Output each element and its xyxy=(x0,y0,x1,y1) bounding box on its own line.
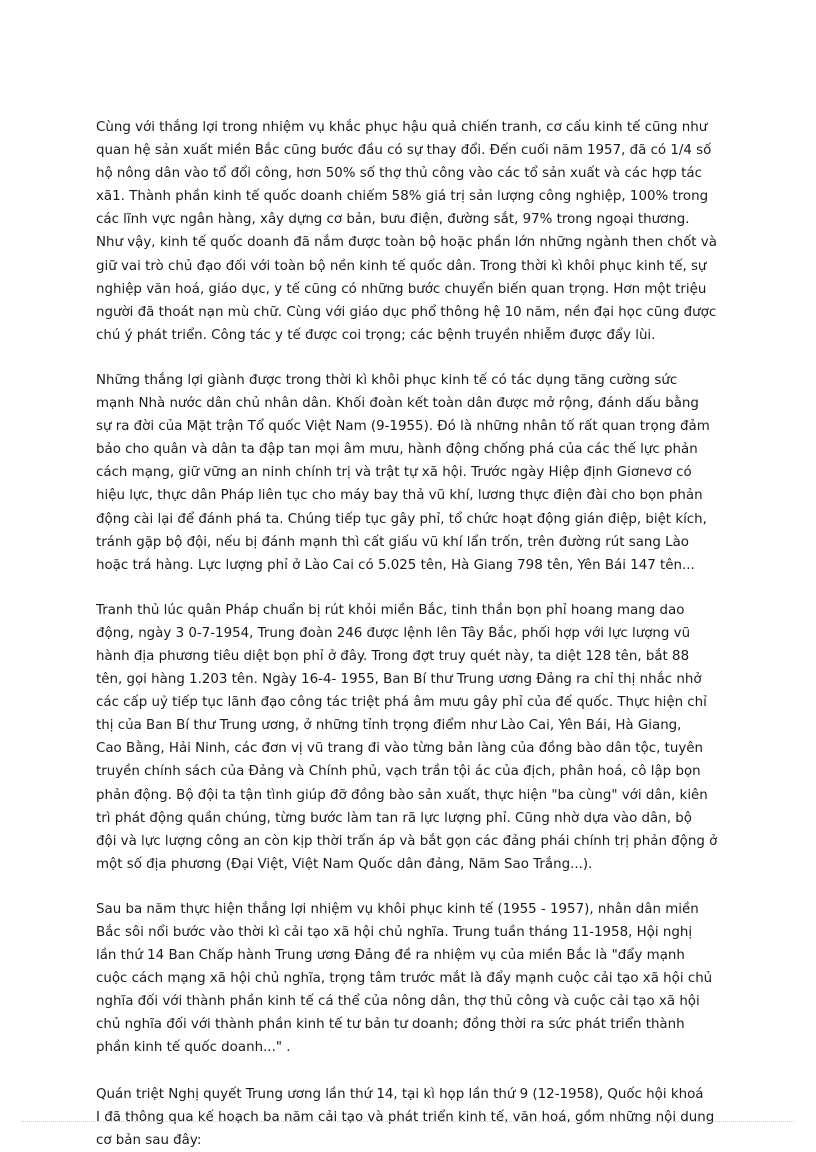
paragraph-socialist-transformation: Sau ba năm thực hiện thắng lợi nhiệm vụ khôi phục kinh tế (1955 - 1957), nhân dân miền Bắc sôi nổi bước vào thời kì cải tạo xã hội chủ nghĩa. Trung tuần tháng 11-1958, Hội nghị lần thứ 14 Ban Chấp hành Trung ương Đảng đề ra nhiệm vụ của miền Bắc là "đẩy mạnh cuộc cách mạng xã hội chủ nghĩa, trọng tâm trước mắt là đẩy mạnh cuộc cải tạo xã hội chủ nghĩa đối với thành phần kinh tế cá thể của nông dân, thợ thủ công và cuộc cải tạo xã hội chủ nghĩa đối với thành phần kinh tế tư bản tư doanh; đồng thời ra sức phát triển thành phần kinh tế quốc doanh..." . xyxy=(96,901,713,1056)
paragraph-economic-recovery: Cùng với thắng lợi trong nhiệm vụ khắc phục hậu quả chiến tranh, cơ cấu kinh tế cũng như quan hệ sản xuất miền Bắc cũng bước đầu có sự thay đổi. Đến cuối năm 1957, đã có 1/4 số hộ nông dân vào tổ đổi công, hơn 50% số thợ thủ công vào các tổ sản xuất và các hợp tác xã1. Thành phần kinh tế quốc doanh chiếm 58% giá trị sản lượng công nghiệp, 100% trong các lĩnh vực ngân hàng, xây dựng cơ bản, bưu điện, đường sắt, 97% trong ngoại thương. Như vậy, kinh tế quốc doanh đã nắm được toàn bộ hoặc phần lớn những ngành then chốt và giữ vai trò chủ đạo đối với toàn bộ nền kinh tế quốc dân. Trong thời kì khôi phục kinh tế, sự nghiệp văn hoá, giáo dục, y tế cũng có những bước chuyển biến quan trọng. Hơn một triệu người đã thoát nạn mù chữ. Cùng với giáo dục phổ thông hệ 10 năm, nền đại học cũng được chú ý phát triển. Công tác y tế được coi trọng; các bệnh truyền nhiễm được đẩy lùi. xyxy=(96,120,717,343)
page-bottom-divider xyxy=(22,1121,794,1122)
paragraph-three-year-plan: Quán triệt Nghị quyết Trung ương lần thứ 14, tại kì họp lần thứ 9 (12-1958), Quốc hội khoá I đã thông qua kế hoạch ba năm cải tạo và phát triển kinh tế, văn hoá, gồm những nội dung cơ bản sau đây: xyxy=(96,1086,715,1148)
paragraph-state-strengthening: Những thắng lợi giành được trong thời kì khôi phục kinh tế có tác dụng tăng cường sức mạnh Nhà nước dân chủ nhân dân. Khối đoàn kết toàn dân được mở rộng, đánh dấu bằng sự ra đời của Mặt trận Tổ quốc Việt Nam (9-1955). Đó là những nhân tố rất quan trọng đảm bảo cho quân và dân ta đập tan mọi âm mưu, hành động chống phá của các thế lực phản cách mạng, giữ vững an ninh chính trị và trật tự xã hội. Trước ngày Hiệp định Giơnevơ có hiệu lực, thực dân Pháp liên tục cho máy bay thả vũ khí, lương thực điện đài cho bọn phản động cài lại để đánh phá ta. Chúng tiếp tục gây phỉ, tổ chức hoạt động gián điệp, biệt kích, tránh gặp bộ đội, nếu bị đánh mạnh thì cất giấu vũ khí lẩn trốn, trên đường rút sang Lào hoặc trá hàng. Lực lượng phỉ ở Lào Cai có 5.025 tên, Hà Giang 798 tên, Yên Bái 147 tên... xyxy=(96,372,710,573)
paragraph-bandit-suppression: Tranh thủ lúc quân Pháp chuẩn bị rút khỏi miền Bắc, tinh thần bọn phỉ hoang mang dao động, ngày 3 0-7-1954, Trung đoàn 246 được lệnh lên Tây Bắc, phối hợp với lực lượng vũ hành địa phương tiêu diệt bọn phỉ ở đây. Trong đợt truy quét này, ta diệt 128 tên, bắt 88 tên, gọi hàng 1.203 tên. Ngày 16-4- 1955, Ban Bí thư Trung ương Đảng ra chỉ thị nhắc nhở các cấp uỷ tiếp tục lãnh đạo công tác triệt phá âm mưu gây phỉ của đế quốc. Thực hiện chỉ thị của Ban Bí thư Trung ương, ở những tỉnh trọng điểm như Lào Cai, Yên Bái, Hà Giang, Cao Bằng, Hải Ninh, các đơn vị vũ trang đi vào từng bản làng của đồng bào dân tộc, tuyên truyền chính sách của Đảng và Chính phủ, vạch trần tội ác của địch, phân hoá, cô lập bọn phản động. Bộ đội ta tận tình giúp đỡ đồng bào sản xuất, thực hiện "ba cùng" với dân, kiên trì phát động quần chúng, từng bước làm tan rã lực lượng phỉ. Cũng nhờ dựa vào dân, bộ đội và lực lượng công an còn kịp thời trấn áp và bắt gọn các đảng phái chính trị phản động ở một số địa phương (Đại Việt, Việt Nam Quốc dân đảng, Năm Sao Trắng...). xyxy=(96,602,718,872)
document-body xyxy=(96,116,736,1152)
